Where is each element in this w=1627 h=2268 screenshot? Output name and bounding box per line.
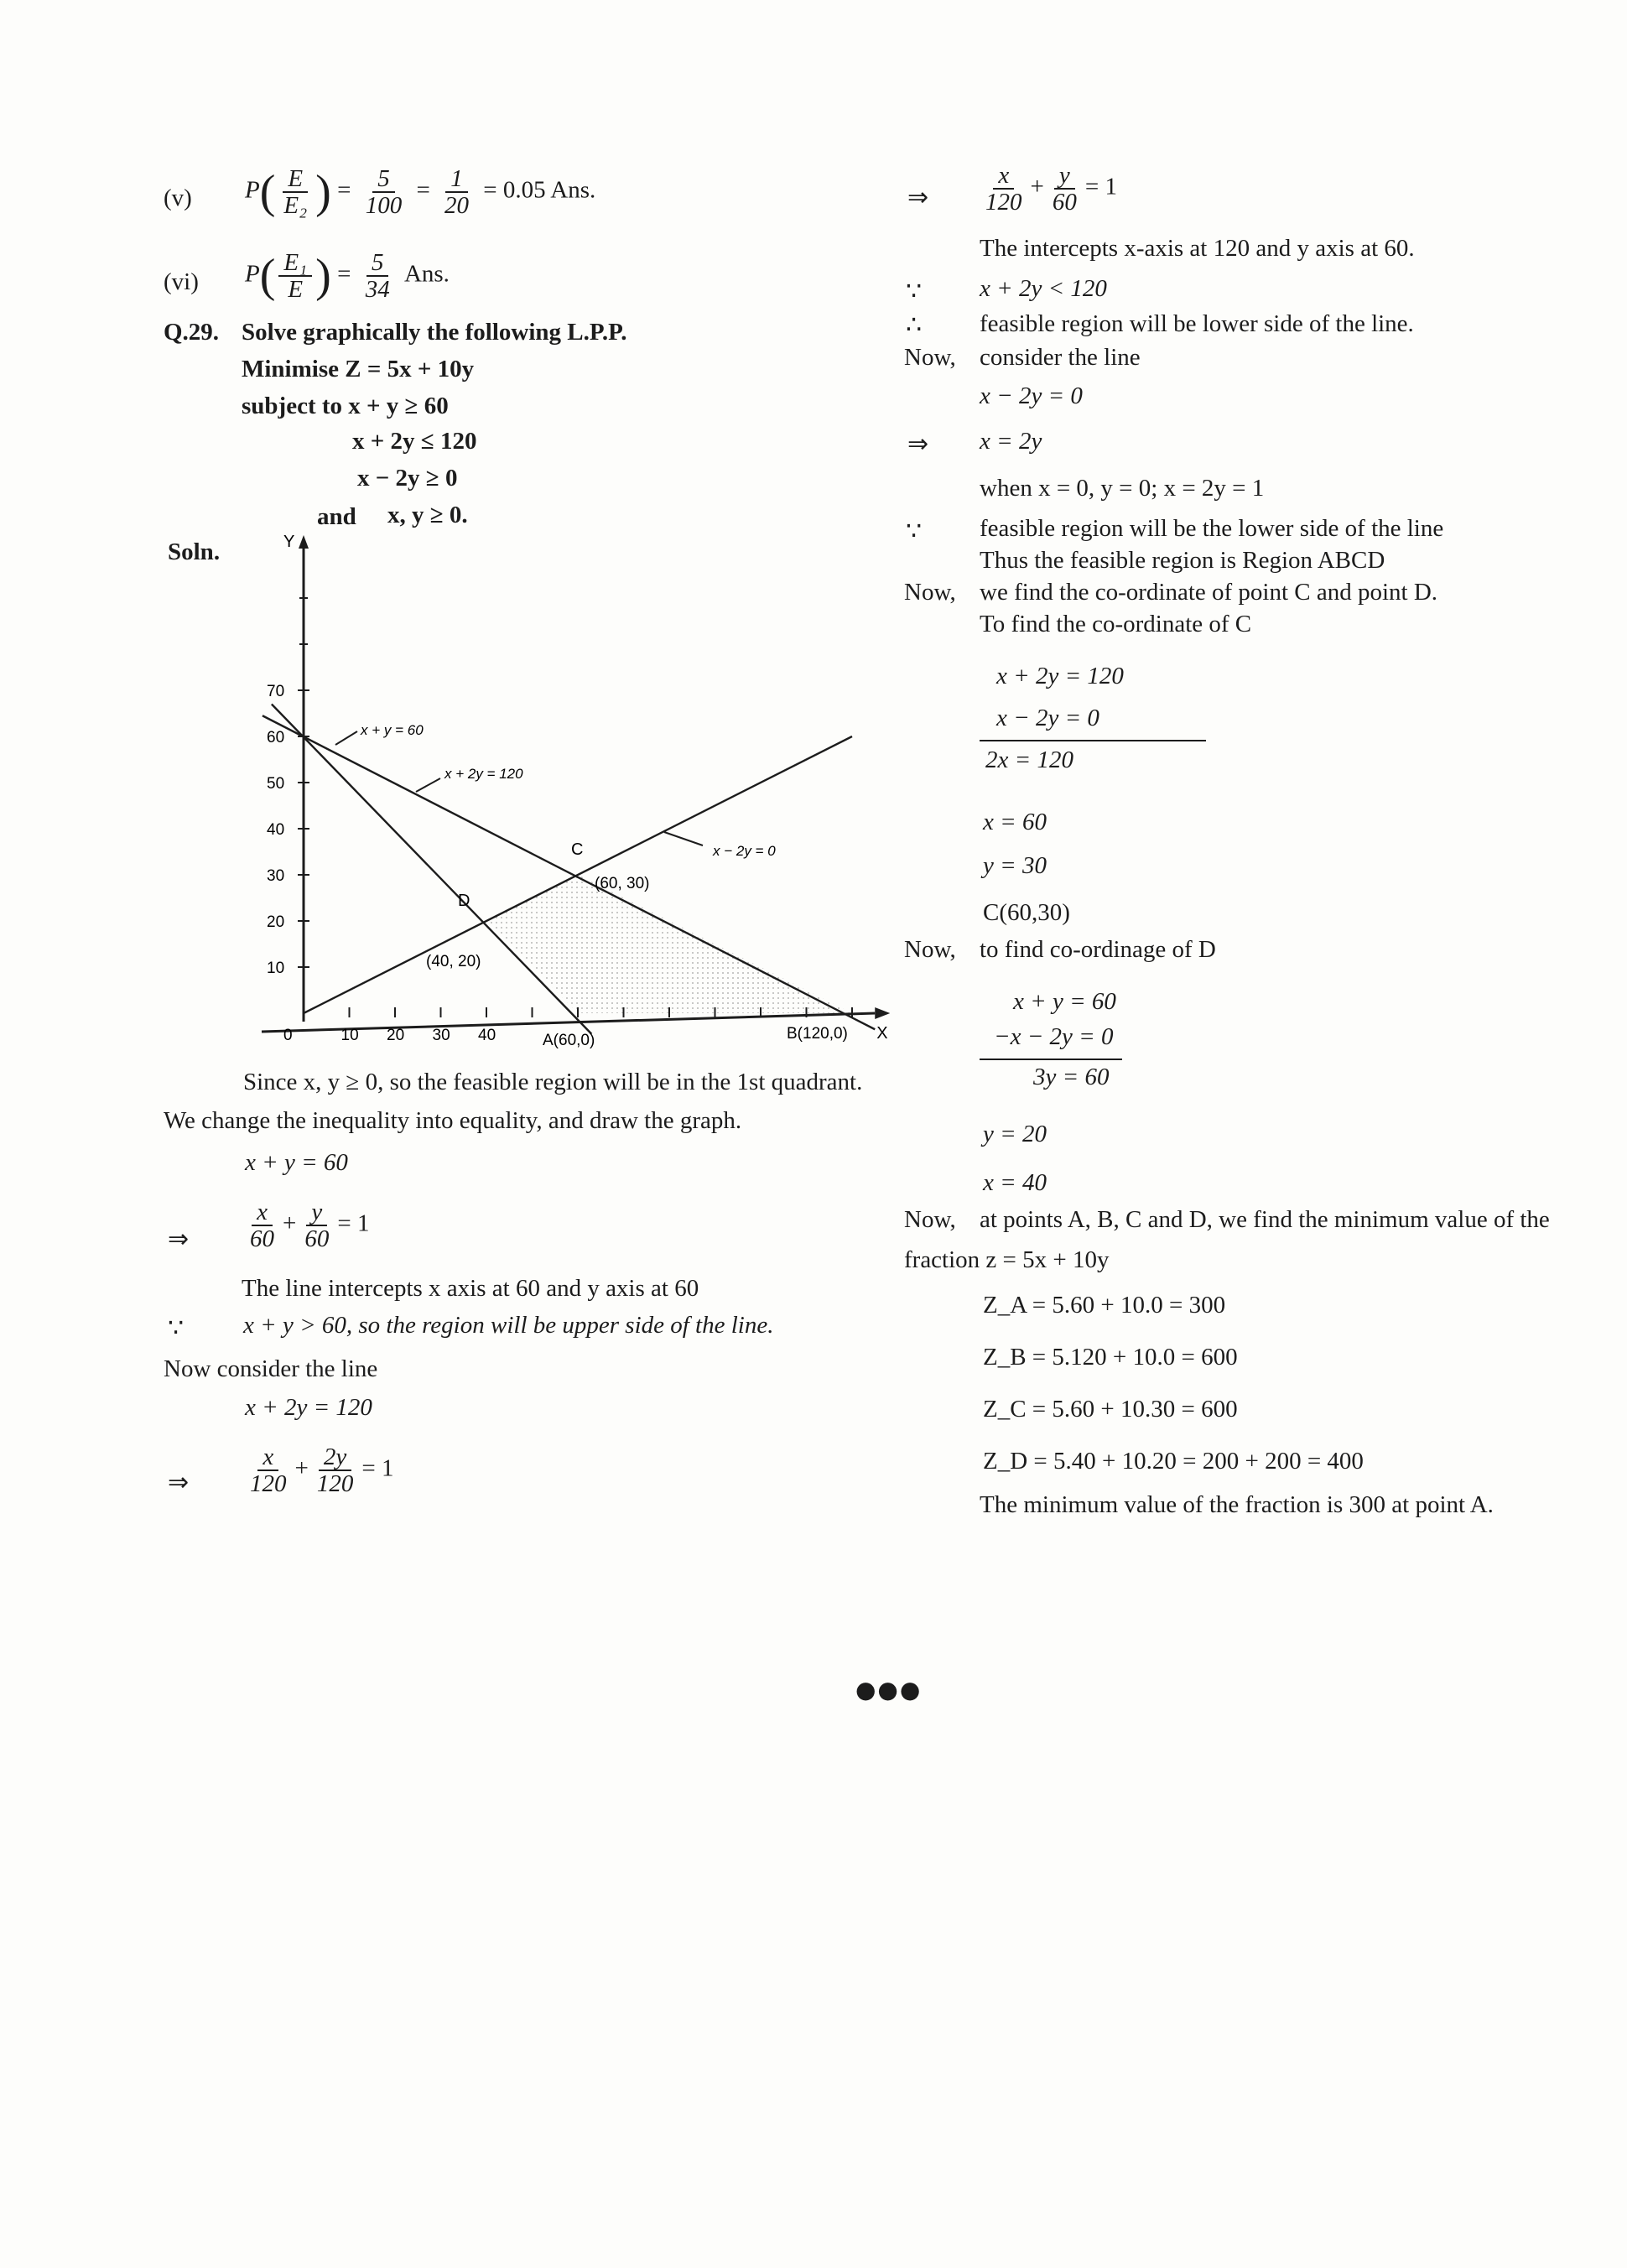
constraint-2: x + 2y ≤ 120 <box>352 428 477 455</box>
lpp-graph <box>243 528 897 1074</box>
c-x: x = 60 <box>983 809 1047 835</box>
frac-num: y <box>1054 163 1075 190</box>
item-vi-expression: P( $\frac{\text{E₁}}{E}$ ) = $\frac{5}{34}$ Ans. <box>245 249 450 303</box>
frac-den: 120 <box>250 1470 287 1497</box>
minimum-line-2: fraction z = 5x + 10y <box>904 1246 1110 1273</box>
frac-den: 120 <box>316 1470 354 1497</box>
rhs: = 1 <box>361 1454 394 1482</box>
because-symbol: ∵ <box>168 1313 185 1343</box>
eq-3: x − 2y = 0 <box>980 382 1083 409</box>
point-coord-d: (40, 20) <box>426 953 481 970</box>
p-symbol: P <box>245 260 260 288</box>
eq-2-intercept-form: $\frac{x}{120}$ + $\frac{2y}{120}$ = 1 <box>242 1444 393 1496</box>
point-label-d: D <box>458 892 470 910</box>
to-find-c: To find the co-ordinate of C <box>980 611 1252 637</box>
cond-num: E₁ <box>278 250 312 277</box>
series-label: x + y = 60 <box>361 722 424 738</box>
sum-rule <box>980 740 1206 741</box>
c-y: y = 30 <box>983 852 1047 879</box>
implies-symbol: ⇒ <box>168 1468 190 1497</box>
consider-line: consider the line <box>980 344 1141 371</box>
implies-symbol: ⇒ <box>907 183 929 212</box>
we-change-line: We change the inequality into equality, and draw the graph. <box>164 1107 742 1134</box>
d-x: x = 40 <box>983 1169 1047 1196</box>
constraint-3: x − 2y ≥ 0 <box>357 465 458 492</box>
intercepts-1: The line intercepts x axis at 60 and y axis at 60 <box>242 1275 699 1302</box>
constraint-and: and <box>317 503 356 530</box>
label-arrow <box>335 731 357 745</box>
result: = 0.05 Ans. <box>483 176 596 204</box>
implies-symbol: ⇒ <box>168 1225 190 1254</box>
frac-num: x <box>252 1199 273 1226</box>
constraint-1: subject to x + y ≥ 60 <box>242 393 449 419</box>
sum-rule <box>980 1059 1122 1060</box>
frac-num: x <box>993 163 1014 190</box>
now-label-1: Now, <box>904 344 956 371</box>
x-tick-label: 0 <box>283 1027 293 1044</box>
y-tick-label: 70 <box>267 683 285 700</box>
frac-num: 2y <box>319 1444 351 1471</box>
d-sum: 3y = 60 <box>1033 1064 1110 1090</box>
x-tick-label: 40 <box>478 1027 496 1044</box>
since-line: Since x, y ≥ 0, so the feasible region will be in the 1st quadrant. <box>243 1069 863 1095</box>
now-label-4: Now, <box>904 1206 956 1233</box>
x-tick-label: 20 <box>387 1027 405 1044</box>
y-axis-label: Y <box>283 533 295 551</box>
d-eq2: −x − 2y = 0 <box>994 1023 1114 1050</box>
item-v-expression: P( $\frac{E}{\text{E₂}}$ ) = $\frac{5}{100}$ = $\frac{1}{20}$ = 0.05 Ans. <box>245 165 596 219</box>
eq-2: x + 2y = 120 <box>245 1394 372 1421</box>
item-v-label: (v) <box>164 185 192 211</box>
p-symbol: P <box>245 176 260 204</box>
z-a: Z_A = 5.60 + 10.0 = 300 <box>983 1292 1226 1319</box>
d-eq1: x + y = 60 <box>1013 988 1116 1015</box>
when-line: when x = 0, y = 0; x = 2y = 1 <box>980 475 1265 502</box>
intercepts-2: The intercepts x-axis at 120 and y axis at 60. <box>980 235 1415 262</box>
rhs: = 1 <box>1084 173 1117 200</box>
now-label-3: Now, <box>904 936 956 963</box>
label-arrow <box>664 832 703 845</box>
minimise-line: Minimise Z = 5x + 10y <box>242 356 475 382</box>
cond-num: E <box>283 166 308 193</box>
thus-line: Thus the feasible region is Region ABCD <box>980 547 1385 574</box>
rhs: = 1 <box>337 1209 370 1237</box>
conclusion: The minimum value of the fraction is 300 at point A. <box>980 1491 1494 1518</box>
feasible-lower-2: feasible region will be the lower side of the line <box>980 515 1444 542</box>
frac-den: 20 <box>444 192 470 219</box>
d-y: y = 20 <box>983 1121 1047 1147</box>
frac-den: 60 <box>1052 189 1077 216</box>
x-axis-arrowhead <box>875 1007 890 1019</box>
line-x-plus-y-60 <box>272 705 591 1034</box>
soln-label: Soln. <box>168 538 221 565</box>
minimum-line-1: at points A, B, C and D, we find the minimum value of the <box>980 1206 1550 1233</box>
answer: Ans. <box>403 260 450 288</box>
frac-den: 60 <box>304 1225 330 1252</box>
cond-den: E₂ <box>283 192 308 219</box>
x-tick-label: 30 <box>432 1027 450 1044</box>
series-label: x − 2y = 0 <box>713 843 776 859</box>
question-title: Solve graphically the following L.P.P. <box>242 319 627 346</box>
y-axis-arrowhead <box>299 535 309 549</box>
c-point: C(60,30) <box>983 899 1070 926</box>
constraint-4: x, y ≥ 0. <box>387 502 468 528</box>
question-number: Q.29. <box>164 319 220 346</box>
frac-den: 60 <box>250 1225 274 1252</box>
frac-num: 1 <box>445 166 468 193</box>
implies-symbol: ⇒ <box>907 429 929 459</box>
eq-2-intercept-form-b: $\frac{x}{120}$ + $\frac{y}{60}$ = 1 <box>977 163 1117 215</box>
y-tick-label: 40 <box>267 821 285 839</box>
y-tick-label: 30 <box>267 867 285 885</box>
label-arrow <box>416 778 440 792</box>
x-tick-label: 10 <box>340 1027 359 1044</box>
point-label-c: C <box>571 840 584 859</box>
now-consider-line: Now consider the line <box>164 1355 378 1382</box>
frac-num: 5 <box>372 166 395 193</box>
y-tick-label: 50 <box>267 775 285 793</box>
y-tick-label: 60 <box>267 729 285 746</box>
c-sum: 2x = 120 <box>985 746 1073 773</box>
now-label-2: Now, <box>904 579 956 606</box>
to-find-d: to find co-ordinage of D <box>980 936 1216 963</box>
z-d: Z_D = 5.40 + 10.20 = 200 + 200 = 400 <box>983 1448 1364 1475</box>
eq-1: x + y = 60 <box>245 1149 348 1176</box>
x-axis-label: X <box>876 1024 888 1043</box>
series-label: x + 2y = 120 <box>444 766 523 782</box>
eq-1-intercept-form: $\frac{x}{60}$ + $\frac{y}{60}$ = 1 <box>242 1199 369 1251</box>
point-label-a: A(60,0) <box>543 1032 595 1049</box>
z-c: Z_C = 5.60 + 10.30 = 600 <box>983 1396 1238 1423</box>
feasible-region <box>486 875 852 1013</box>
frac-num: x <box>257 1444 278 1471</box>
eq-3b: x = 2y <box>980 428 1042 455</box>
y-tick-label: 10 <box>267 960 285 977</box>
feasible-lower: feasible region will be lower side of the line. <box>980 310 1414 337</box>
therefore-symbol: ∴ <box>906 310 923 340</box>
frac-den: 100 <box>365 192 403 219</box>
inequality-1: x + y > 60, so the region will be upper side of the line. <box>243 1312 774 1339</box>
c-eq2: x − 2y = 0 <box>996 705 1099 731</box>
z-b: Z_B = 5.120 + 10.0 = 600 <box>983 1344 1238 1371</box>
point-label-b: B(120,0) <box>787 1025 848 1043</box>
y-tick-label: 20 <box>267 913 285 931</box>
inequality-2: x + 2y < 120 <box>980 275 1107 302</box>
frac-num: 5 <box>366 250 389 277</box>
c-eq1: x + 2y = 120 <box>996 663 1124 689</box>
find-cd-line: we find the co-ordinate of point C and point D. <box>980 579 1438 606</box>
point-coord-c: (60, 30) <box>595 875 650 892</box>
because-symbol: ∵ <box>906 517 923 546</box>
cond-den: E <box>288 276 304 303</box>
frac-den: 120 <box>985 189 1022 216</box>
item-vi-label: (vi) <box>164 268 199 295</box>
frac-den: 34 <box>365 276 390 303</box>
because-symbol: ∵ <box>906 277 923 306</box>
footer-dots: ●●● <box>855 1676 923 1704</box>
frac-num: y <box>306 1199 327 1226</box>
